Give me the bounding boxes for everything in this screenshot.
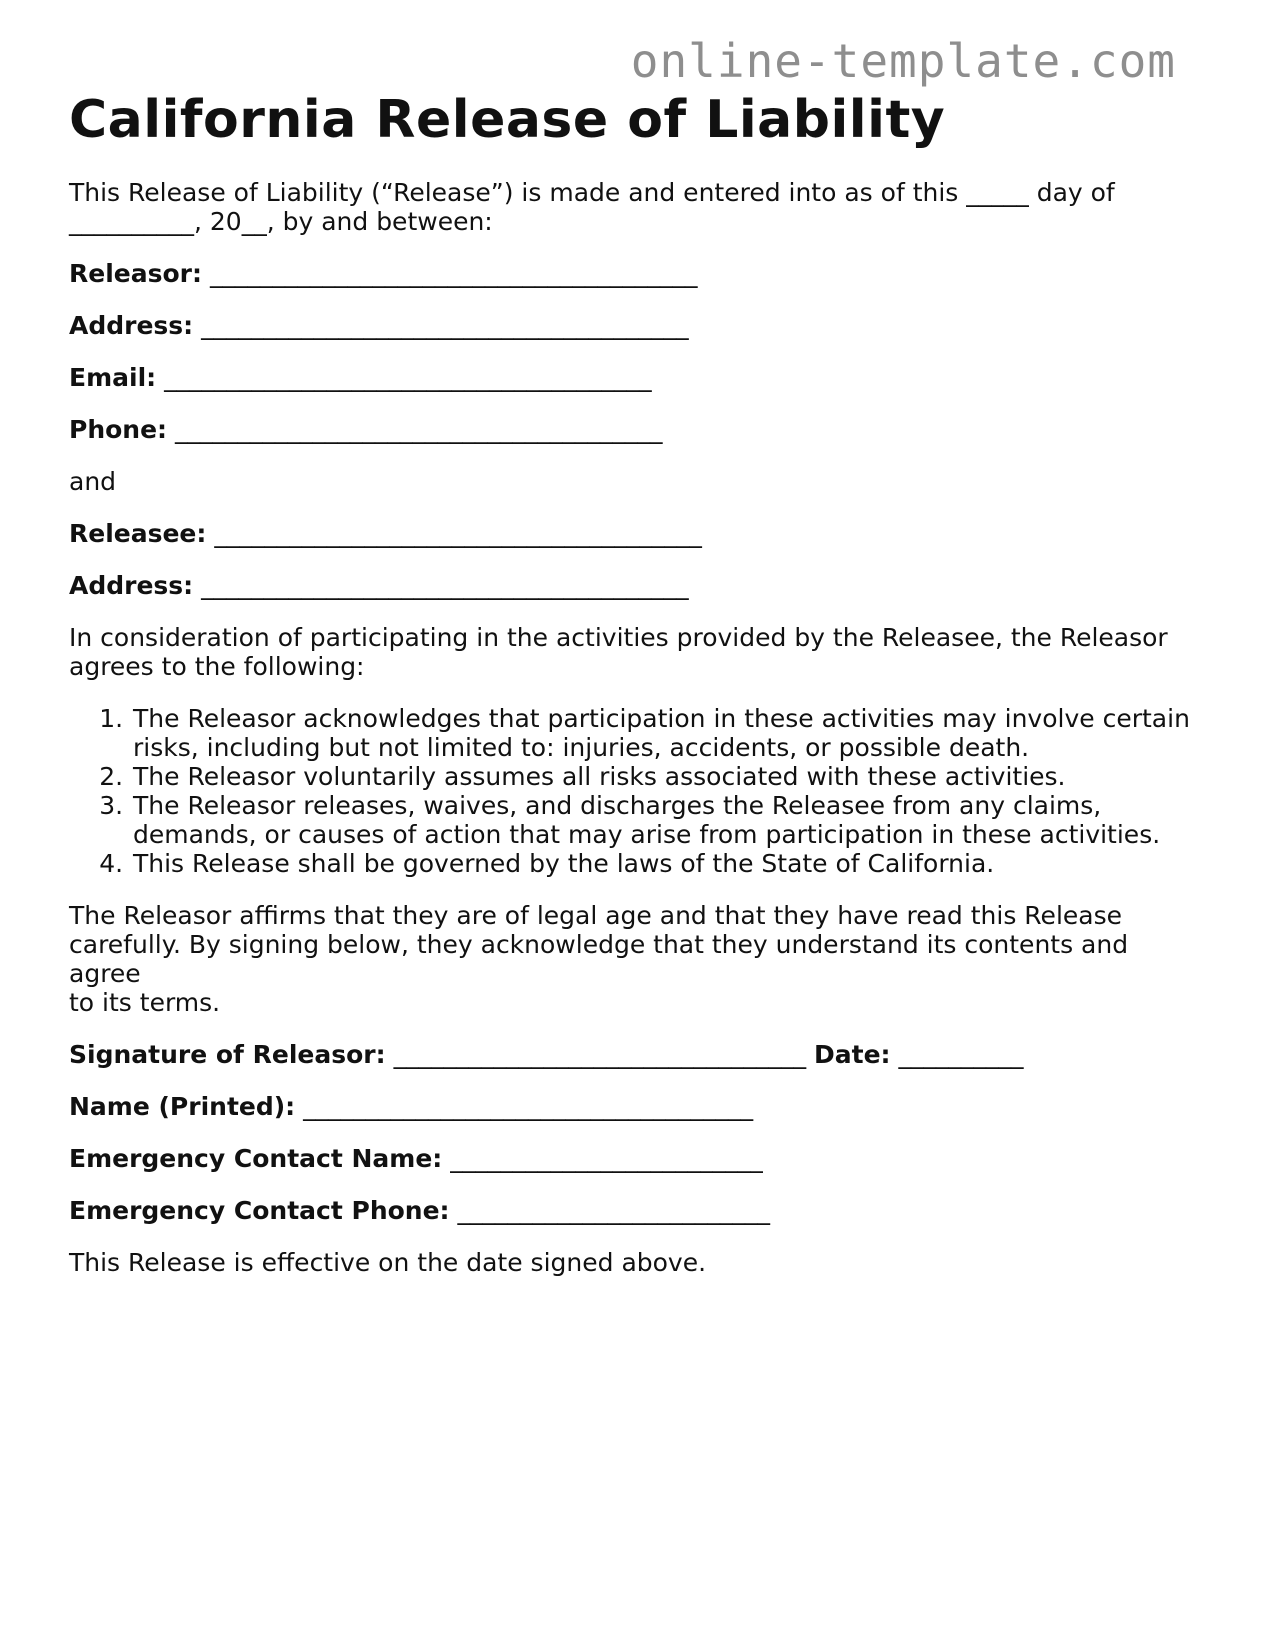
list-item	[131, 704, 1199, 762]
field-blank[interactable]: _______________________________________	[201, 571, 689, 600]
term-line: The Releasor voluntarily assumes all risks associated with these activities.	[133, 762, 1066, 791]
intro-line: __________, 20__, by and between:	[69, 207, 493, 236]
consideration-paragraph	[69, 623, 1199, 681]
field-blank[interactable]: _______________________________________	[175, 415, 663, 444]
field-blank[interactable]: _______________________________________	[164, 363, 652, 392]
watermark: online-template.com	[630, 34, 1176, 88]
affirmation-line: The Releasor affirms that they are of legal age and that they have read this Release	[69, 901, 1122, 930]
closing-statement: This Release is effective on the date signed above.	[69, 1248, 707, 1277]
field-blank[interactable]: _______________________________________	[201, 311, 689, 340]
date-label: Date:	[814, 1040, 891, 1069]
document-page	[69, 88, 1199, 1277]
field-label: Email:	[69, 363, 157, 392]
term-line: demands, or causes of action that may arise from participation in these activities.	[133, 820, 1161, 849]
emergency-contact-name-field[interactable]	[69, 1144, 1199, 1173]
releasor-address-field[interactable]	[69, 311, 1199, 340]
releasor-phone-field[interactable]	[69, 415, 1199, 444]
emergency-contact-phone-field[interactable]	[69, 1196, 1199, 1225]
affirmation-line: to its terms.	[69, 988, 221, 1017]
printed-name-field[interactable]	[69, 1092, 1199, 1121]
releasee-address-field[interactable]	[69, 571, 1199, 600]
releasee-name-field[interactable]	[69, 519, 1199, 548]
field-label: Releasee:	[69, 519, 207, 548]
signature-label: Signature of Releasor:	[69, 1040, 386, 1069]
term-line: risks, including but not limited to: injuries, accidents, or possible death.	[133, 733, 1030, 762]
field-label: Address:	[69, 571, 194, 600]
field-label: Phone:	[69, 415, 168, 444]
field-blank[interactable]: _________________________	[450, 1144, 763, 1173]
field-blank[interactable]: _______________________________________	[214, 519, 702, 548]
term-line: The Releasor releases, waives, and discharges the Releasee from any claims,	[133, 791, 1102, 820]
releasor-name-field[interactable]	[69, 259, 1199, 288]
field-label: Emergency Contact Phone:	[69, 1196, 450, 1225]
field-label: Releasor:	[69, 259, 202, 288]
affirmation-line: carefully. By signing below, they acknowledge that they understand its contents and agree	[69, 930, 1129, 988]
list-item	[131, 762, 1199, 791]
page-title: California Release of Liability	[69, 90, 946, 150]
term-line: This Release shall be governed by the laws of the State of California.	[133, 849, 995, 878]
list-item	[131, 849, 1199, 878]
consideration-line: agrees to the following:	[69, 652, 365, 681]
field-label: Emergency Contact Name:	[69, 1144, 443, 1173]
term-line: The Releasor acknowledges that participation in these activities may involve certain	[133, 704, 1190, 733]
and-text: and	[69, 467, 117, 496]
field-blank[interactable]: ____________________________________	[303, 1092, 754, 1121]
field-label: Address:	[69, 311, 194, 340]
intro-paragraph	[69, 178, 1199, 236]
signature-row	[69, 1040, 1199, 1069]
field-label: Name (Printed):	[69, 1092, 296, 1121]
consideration-line: In consideration of participating in the activities provided by the Releasee, the Releasor	[69, 623, 1168, 652]
terms-list	[69, 704, 1199, 878]
field-blank[interactable]: _______________________________________	[209, 259, 698, 288]
signature-blank[interactable]: _________________________________	[393, 1040, 807, 1069]
field-blank[interactable]: _________________________	[457, 1196, 770, 1225]
intro-line: This Release of Liability (“Release”) is made and entered into as of this _____ day of	[69, 178, 1115, 207]
date-blank[interactable]: __________	[898, 1040, 1024, 1069]
list-item	[131, 791, 1199, 849]
affirmation-paragraph	[69, 901, 1199, 1017]
releasor-email-field[interactable]	[69, 363, 1199, 392]
